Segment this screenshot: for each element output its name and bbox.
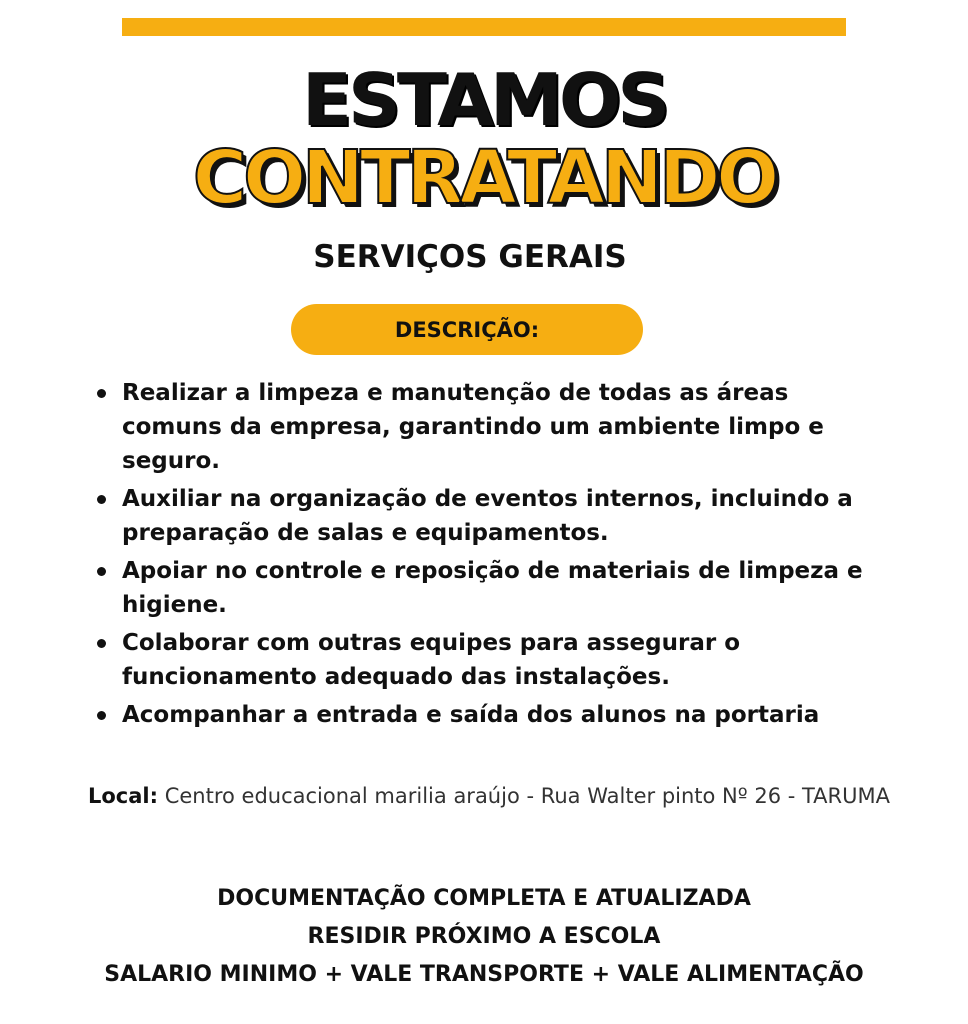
duty-item xyxy=(92,482,882,550)
bullet-icon xyxy=(97,711,106,720)
requirement-residence: RESIDIR PRÓXIMO A ESCOLA xyxy=(307,924,661,949)
headline-contratando: CONTRATANDO xyxy=(192,135,776,221)
duty-text: Realizar a limpeza e manutenção de todas as áreas comuns da empresa, garantindo um ambiente limpo e seguro. xyxy=(122,380,824,474)
job-title: SERVIÇOS GERAIS xyxy=(313,239,627,275)
bullet-icon xyxy=(97,639,106,648)
location-line xyxy=(60,778,918,814)
duty-text: Auxiliar na organização de eventos internos, incluindo a preparação de salas e equipamentos. xyxy=(122,486,853,546)
duty-item xyxy=(92,376,882,478)
duty-text: Apoiar no controle e reposição de materiais de limpeza e higiene. xyxy=(122,558,863,618)
bullet-icon xyxy=(97,495,106,504)
description-label: DESCRIÇÃO: xyxy=(394,317,540,342)
duty-text: Colaborar com outras equipes para assegurar o funcionamento adequado das instalações. xyxy=(122,630,740,690)
bullet-icon xyxy=(97,389,106,398)
requirements-block xyxy=(0,880,968,994)
duties-list xyxy=(92,376,882,736)
location-label: Local: xyxy=(88,784,159,808)
description-badge xyxy=(291,304,643,355)
bullet-icon xyxy=(97,567,106,576)
duty-text: Acompanhar a entrada e saída dos alunos na portaria xyxy=(122,702,820,728)
requirement-benefits: SALARIO MINIMO + VALE TRANSPORTE + VALE ALIMENTAÇÃO xyxy=(104,962,864,987)
duty-item xyxy=(92,626,882,694)
duty-item xyxy=(92,698,882,732)
location-address: Centro educacional marilia araújo - Rua Walter pinto Nº 26 - TARUMA xyxy=(164,784,890,808)
headline-estamos: ESTAMOS xyxy=(301,58,667,142)
top-accent-bar xyxy=(122,18,846,36)
requirement-documents: DOCUMENTAÇÃO COMPLETA E ATUALIZADA xyxy=(217,886,751,911)
duty-item xyxy=(92,554,882,622)
